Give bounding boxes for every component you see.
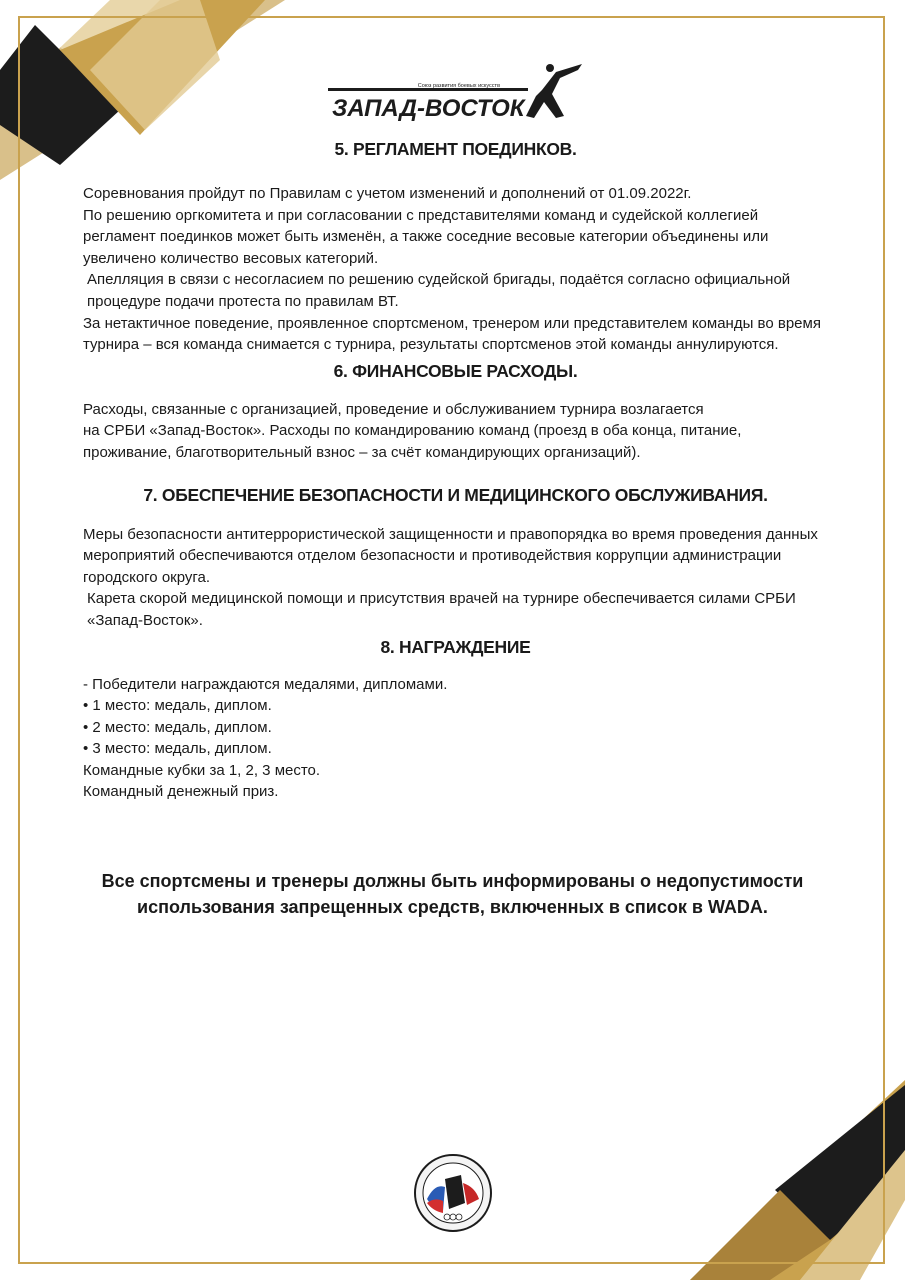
section-title-finance: 6. ФИНАНСОВЫЕ РАСХОДЫ. — [333, 360, 578, 381]
list-item: • 2 место: медаль, диплом. — [83, 718, 272, 736]
list-item: Командные кубки за 1, 2, 3 место. — [83, 761, 321, 779]
svg-text:ЗАПАД-ВОСТОК: ЗАПАД-ВОСТОК — [332, 95, 525, 122]
list-item: Командный денежный приз. — [83, 783, 279, 801]
paragraph: Расходы, связанные с организацией, проведение и обслуживанием турнира возлагается — [83, 400, 704, 418]
federation-emblem — [413, 1153, 493, 1233]
paragraph: По решению оргкомитета и при согласовании с представителями команд и судейской коллегией регламент поединков может быть изменён, а также соседние весовые категории объединены или увеличено количество весовых категорий. — [83, 206, 769, 267]
paragraph: Соревнования пройдут по Правилам с учетом изменений и дополнений от 01.09.2022г. — [83, 185, 692, 202]
paragraph: Апелляция в связи с несогласием по решению судейской бригады, подаётся согласно официальной процедуре подачи протеста по правилам ВТ. — [87, 271, 791, 310]
paragraph: Меры безопасности антитеррористической защищенности и правопорядка во время проведения данных мероприятий обеспечиваются отделом безопасности и противодействия коррупции администрации городского округа. — [83, 525, 818, 586]
document-body — [83, 134, 828, 803]
list-item: • 1 место: медаль, диплом. — [83, 697, 272, 715]
section-title-regulations: 5. РЕГЛАМЕНТ ПОЕДИНКОВ. — [334, 139, 577, 159]
section-title-safety: 7. ОБЕСПЕЧЕНИЕ БЕЗОПАСНОСТИ И МЕДИЦИНСКОГО ОБСЛУЖИВАНИЯ. — [143, 484, 768, 505]
svg-text:Союз развития боевых искусств: Союз развития боевых искусств — [417, 83, 500, 89]
closing-notice: Все спортсмены и тренеры должны быть информированы о недопустимости использования запрещенных средств, включенных в список в WADA. — [101, 871, 804, 917]
section-title-awards: 8. НАГРАЖДЕНИЕ — [380, 636, 531, 657]
paragraph: на СРБИ «Запад-Восток». Расходы по командированию команд (проезд в оба конца, питание, проживание, благотворительный взнос – за счёт командирующих организаций). — [83, 422, 742, 461]
list-item: • 3 место: медаль, диплом. — [83, 740, 272, 758]
list-item: - Победители награждаются медалями, дипломами. — [83, 675, 448, 693]
brand-logo — [320, 60, 590, 134]
paragraph: За нетактичное поведение, проявленное спортсменом, тренером или представителем команды во время турнира – вся команда снимается с турнира, результаты спортсменов этой команды аннулируются. — [83, 314, 821, 354]
paragraph: Карета скорой медицинской помощи и присутствия врачей на турнире обеспечивается силами СРБИ «Запад-Восток». — [87, 590, 796, 629]
